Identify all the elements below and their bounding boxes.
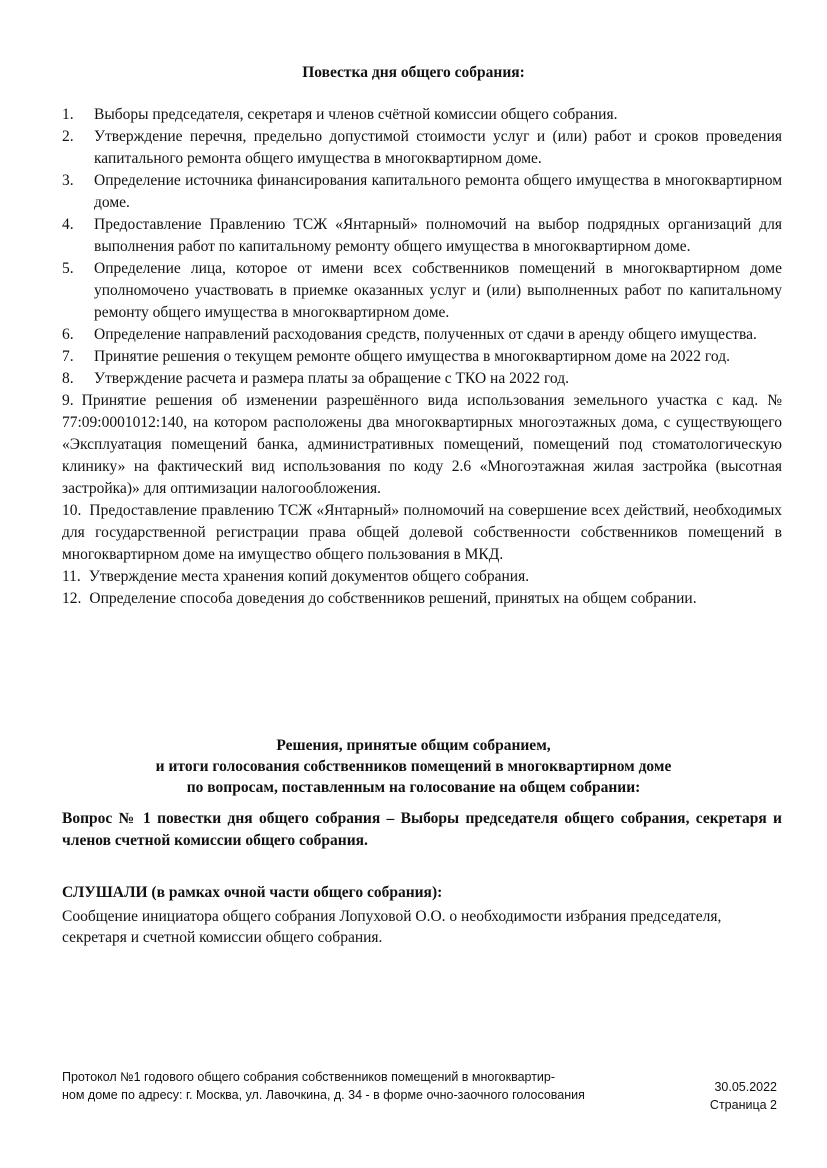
agenda-item-1 bbox=[62, 104, 782, 126]
footer-page-number: Страница 2 bbox=[709, 1098, 777, 1112]
agenda-item-8 bbox=[62, 368, 782, 390]
decisions-heading-line: и итоги голосования собственников помещений в многоквартирном доме bbox=[155, 758, 672, 775]
agenda-item-4 bbox=[62, 214, 782, 258]
agenda-item-text: Выборы председателя, секретаря и членов счётной комиссии общего собрания. bbox=[94, 106, 618, 123]
agenda-item-text: Определение направлений расходования средств, полученных от сдачи в аренду общего имущества. bbox=[94, 326, 757, 343]
agenda-item-text: Утверждение расчета и размера платы за обращение с ТКО на 2022 год. bbox=[94, 370, 569, 387]
question-1-heading: Вопрос № 1 повестки дня общего собрания – Выборы председателя общего собрания, секретаря и членов счетной комиссии общего собрания. bbox=[62, 810, 782, 849]
agenda-item-text: Определение источника финансирования капитального ремонта общего имущества в многоквартирном доме. bbox=[94, 172, 782, 211]
agenda-item-2 bbox=[62, 126, 782, 170]
agenda-item-text: Принятие решения о текущем ремонте общего имущества в многоквартирном доме на 2022 год. bbox=[94, 348, 730, 365]
agenda-item-number: 12. bbox=[62, 590, 82, 607]
decisions-heading-line: по вопросам, поставленным на голосование на общем собрании: bbox=[186, 779, 641, 796]
agenda-item-text: Утверждение перечня, предельно допустимой стоимости услуг и (или) работ и сроков проведения капитального ремонта общего имущества в многоквартирном доме. bbox=[94, 128, 782, 167]
agenda-item-text: Утверждение места хранения копий документов общего собрания. bbox=[88, 568, 530, 585]
footer-line: Протокол №1 годового общего собрания собственников помещений в многоквартир- bbox=[62, 1070, 556, 1084]
agenda-item-number: 10. bbox=[62, 502, 82, 519]
agenda-list bbox=[62, 104, 782, 610]
agenda-item-10 bbox=[62, 500, 782, 566]
agenda-item-text: Предоставление Правлению ТСЖ «Янтарный» полномочий на выбор подрядных организаций для выполнения работ по капитальному ремонту общего имущества в многоквартирном доме. bbox=[94, 216, 782, 255]
agenda-item-number: 6. bbox=[62, 326, 74, 343]
agenda-title: Повестка дня общего собрания: bbox=[302, 64, 525, 81]
decisions-heading-line: Решения, принятые общим собранием, bbox=[276, 737, 551, 754]
agenda-item-7 bbox=[62, 346, 782, 368]
agenda-item-text: Принятие решения об изменении разрешённого вида использования земельного участка с кад. № 77:09:0001012:140, на котором расположены два многоквартирных многоэтажных дома, с существующего «Эксплуатация помещений банка, административных помещений, помещений под стоматологическую клинику» на фактический вид использования по коду 2.6 «Многоэтажная жилая застройка (высотная застройка)» для оптимизации налогообложения. bbox=[62, 392, 782, 497]
footer-date: 30.05.2022 bbox=[714, 1080, 777, 1094]
agenda-item-number: 2. bbox=[62, 128, 74, 145]
agenda-item-3 bbox=[62, 170, 782, 214]
heard-text: Сообщение инициатора общего собрания Лопуховой О.О. о необходимости избрания председателя, секретаря и счетной комиссии общего собрания. bbox=[62, 908, 722, 946]
agenda-item-9 bbox=[62, 390, 782, 500]
agenda-item-number: 1. bbox=[62, 106, 74, 123]
agenda-item-number: 9. bbox=[62, 392, 74, 409]
agenda-item-number: 8. bbox=[62, 370, 74, 387]
agenda-item-number: 3. bbox=[62, 172, 74, 189]
agenda-item-number: 7. bbox=[62, 348, 74, 365]
agenda-item-text: Определение лица, которое от имени всех собственников помещений в многоквартирном доме уполномочено участвовать в приемке оказанных услуг и (или) выполненных работ по капитальному ремонту общего имущества в многоквартирном доме. bbox=[94, 260, 782, 321]
footer-line: ном доме по адресу: г. Москва, ул. Лавочкина, д. 34 - в форме очно-заочного голосования bbox=[62, 1088, 585, 1102]
footer-protocol-info bbox=[62, 1068, 622, 1104]
footer-meta bbox=[620, 1078, 777, 1114]
decisions-heading bbox=[0, 735, 827, 798]
agenda-item-6 bbox=[62, 324, 782, 346]
agenda-item-11 bbox=[62, 566, 782, 588]
agenda-item-number: 5. bbox=[62, 260, 74, 277]
agenda-item-number: 4. bbox=[62, 216, 74, 233]
agenda-item-text: Предоставление правлению ТСЖ «Янтарный» полномочий на совершение всех действий, необходимых для государственной регистрации права общей долевой собственности собственников помещений в многоквартирном доме на имущество общего пользования в МКД. bbox=[62, 502, 782, 563]
agenda-item-number: 11. bbox=[62, 568, 81, 585]
agenda-item-12 bbox=[62, 588, 782, 610]
heard-title: СЛУШАЛИ (в рамках очной части общего собрания): bbox=[62, 884, 443, 901]
agenda-item-5 bbox=[62, 258, 782, 324]
agenda-item-text: Определение способа доведения до собственников решений, принятых на общем собрании. bbox=[89, 590, 697, 607]
